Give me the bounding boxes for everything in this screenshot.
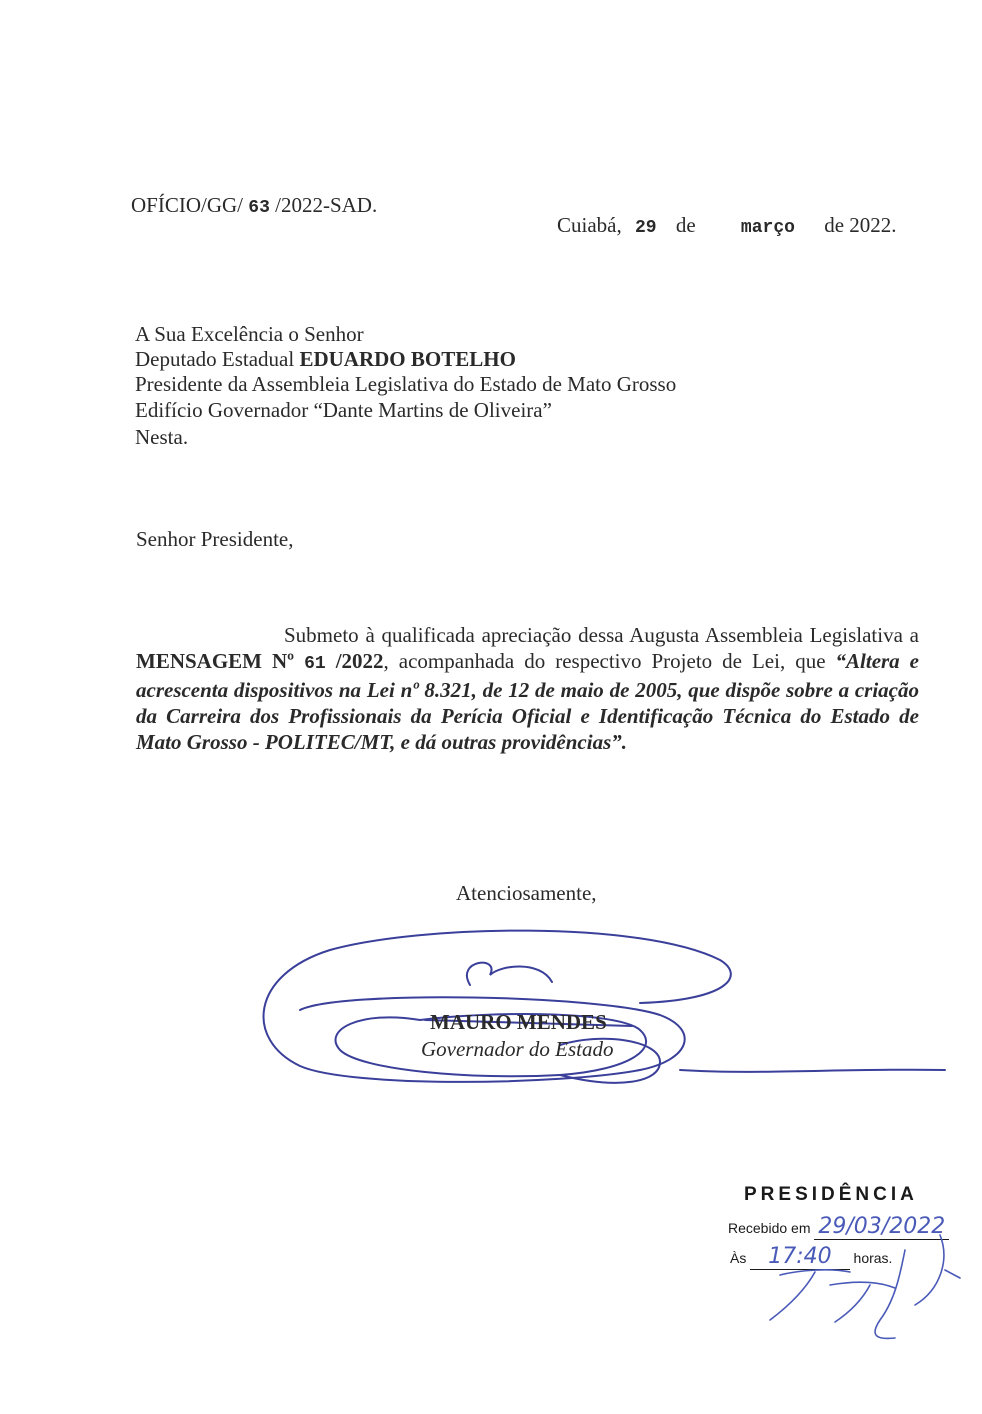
date-day: 29	[634, 218, 657, 238]
salutation: Senhor Presidente,	[136, 527, 294, 551]
stamp-time: 17:40	[750, 1244, 849, 1270]
signer-name: MAURO MENDES	[430, 1010, 607, 1034]
oficio-reference	[131, 192, 377, 221]
body-paragraph	[136, 622, 919, 755]
body-text-1: Submeto à qualificada apreciação dessa Augusta Assembleia Legislativa a	[284, 623, 919, 647]
stamp-at-label: Às	[730, 1250, 747, 1266]
body-text-2: , acompanhada do respectivo Projeto de Lei, que	[383, 649, 826, 673]
recipient-role: Deputado Estadual	[135, 347, 295, 371]
date-line	[557, 212, 897, 241]
oficio-prefix: OFÍCIO/GG/	[131, 193, 244, 217]
stamp-hours-label: horas.	[853, 1250, 893, 1266]
city: Cuiabá,	[557, 213, 622, 237]
date-year: de 2022.	[824, 213, 897, 237]
closing: Atenciosamente,	[456, 881, 597, 905]
oficio-suffix: /2022-SAD.	[275, 193, 378, 217]
mensagem-year: /2022	[335, 649, 384, 673]
stamp-received-date: 29/03/2022	[814, 1214, 949, 1240]
stamp-title: PRESIDÊNCIA	[744, 1184, 918, 1205]
stamp-time-line	[730, 1244, 892, 1269]
stamp-received-label: Recebido em	[728, 1220, 811, 1236]
recipient-line-5: Nesta.	[135, 425, 189, 449]
signer-title: Governador do Estado	[421, 1037, 614, 1061]
recipient-line-2	[135, 346, 516, 372]
recipient-line-3: Presidente da Assembleia Legislativa do Estado de Mato Grosso	[135, 372, 677, 396]
recipient-line-1: A Sua Excelência o Senhor	[135, 322, 364, 346]
law-quote: “Altera e acrescenta dispositivos na Lei nº 8.321, de 12 de maio de 2005, que dispõe sobre a criação da Carreira dos Profissionais da Perícia Oficial e Identificação Técnica do Estado de Mato Grosso - POLITEC/MT, e dá outras providências”.	[136, 649, 919, 754]
stamp-received-line	[728, 1214, 949, 1239]
date-de: de	[675, 213, 696, 237]
mensagem-number: 61	[304, 654, 326, 674]
date-month: março	[740, 218, 795, 238]
recipient-line-4: Edifício Governador “Dante Martins de Oliveira”	[135, 398, 552, 422]
mensagem-label: MENSAGEM Nº	[136, 649, 295, 673]
recipient-name: EDUARDO BOTELHO	[299, 347, 516, 371]
oficio-number: 63	[248, 198, 270, 218]
reception-stamp	[728, 1184, 982, 1274]
